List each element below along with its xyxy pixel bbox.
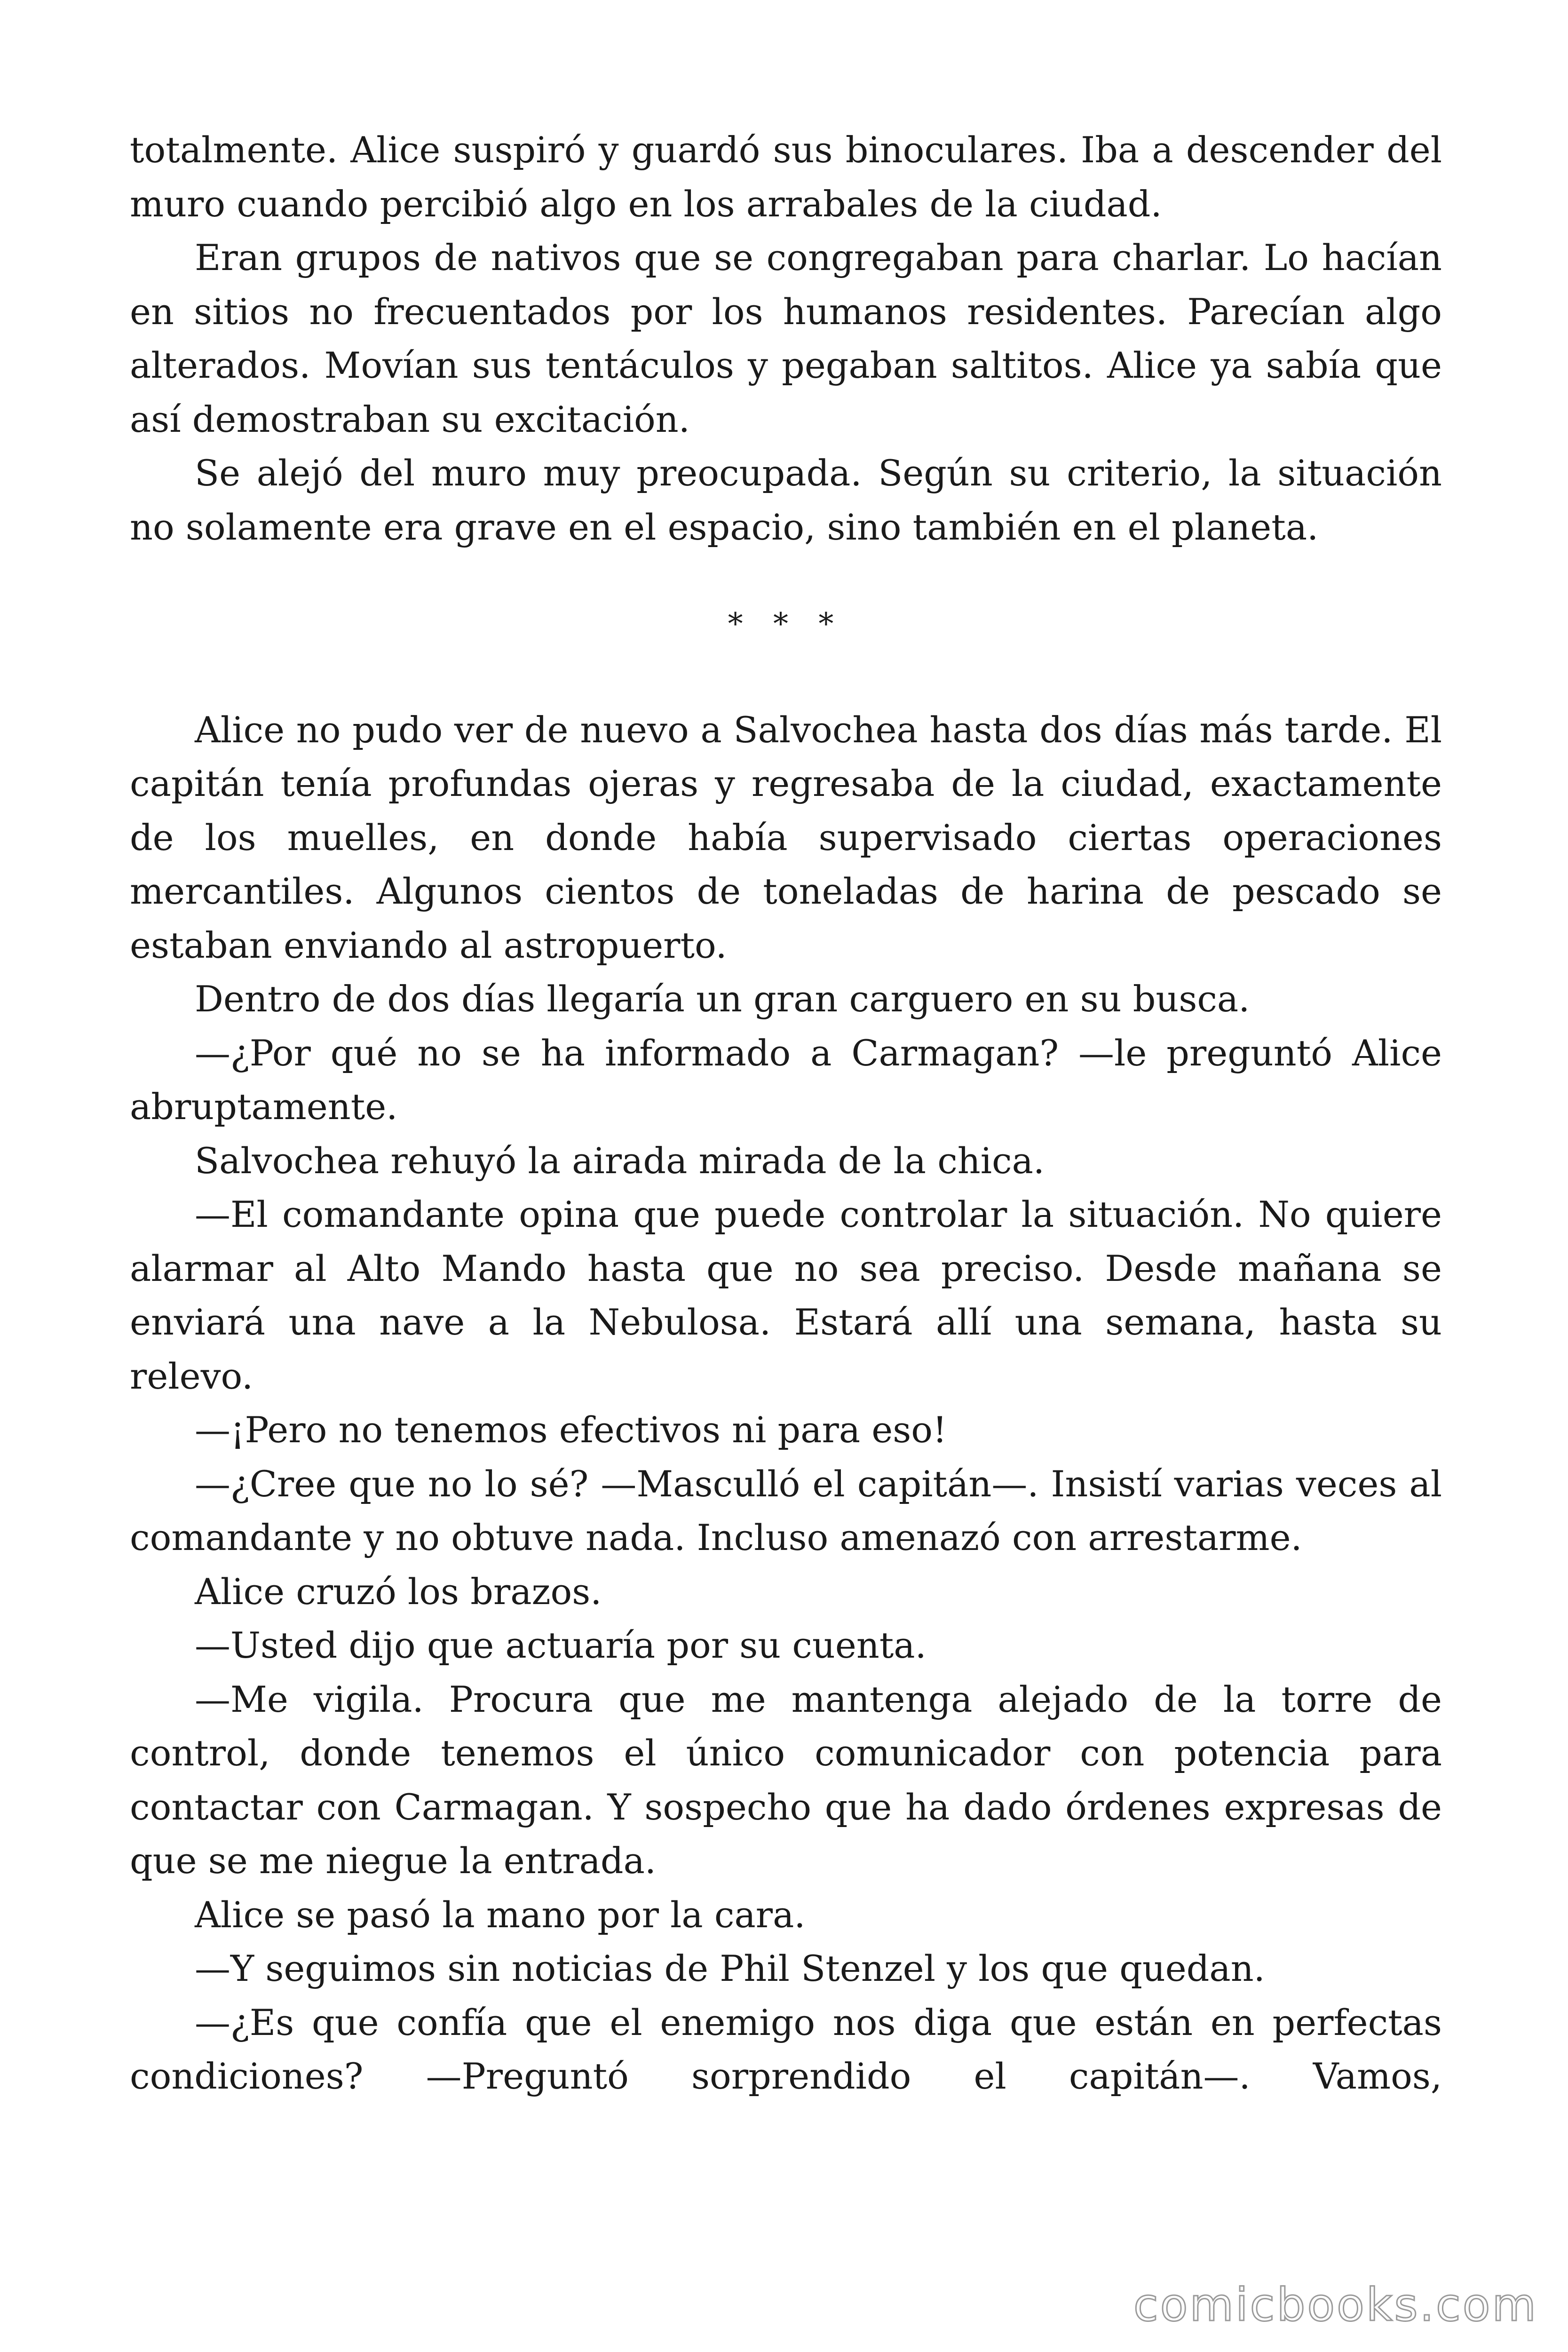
paragraph: Salvochea rehuyó la airada mirada de la chica.	[195, 1139, 1045, 1182]
paragraph: —Usted dijo que actuaría por su cuenta.	[195, 1624, 927, 1666]
watermark: comicbooks.com	[1133, 2279, 1538, 2331]
paragraph: —¡Pero no tenemos efectivos ni para eso!	[195, 1409, 947, 1451]
paragraph: —Me vigila. Procura que me mantenga alejado de la torre de control, donde tenemos el único comunicador con potencia para contactar con Carmagan. Y sospecho que ha dado órdenes expresas de que se me niegue la entrada.	[130, 1678, 1442, 1882]
paragraph: Alice se pasó la mano por la cara.	[195, 1893, 806, 1936]
paragraph: —¿Cree que no lo sé? —Masculló el capitán—. Insistí varias veces al comandante y no obtuve nada. Incluso amenazó con arrestarme.	[130, 1462, 1442, 1558]
paragraph: —Y seguimos sin noticias de Phil Stenzel y los que quedan.	[195, 1947, 1265, 1989]
paragraph: totalmente. Alice suspiró y guardó sus binoculares. Iba a descender del muro cuando percibió algo en los arrabales de la ciudad.	[130, 129, 1442, 225]
paragraph: Eran grupos de nativos que se congregaban para charlar. Lo hacían en sitios no frecuentados por los humanos residentes. Parecían algo alterados. Movían sus tentáculos y pegaban saltitos. Alice ya sabía que así demostraban su excitación.	[130, 237, 1442, 440]
paragraph: —El comandante opina que puede controlar la situación. No quiere alarmar al Alto Mando hasta que no sea preciso. Desde mañana se enviará una nave a la Nebulosa. Estará allí una semana, hasta su relevo.	[130, 1193, 1442, 1397]
book-page-text	[130, 123, 1442, 2104]
paragraph: Dentro de dos días llegaría un gran carguero en su busca.	[195, 978, 1250, 1020]
paragraph: —¿Por qué no se ha informado a Carmagan? —le preguntó Alice abruptamente.	[130, 1032, 1442, 1128]
paragraph: Se alejó del muro muy preocupada. Según su criterio, la situación no solamente era grave en el espacio, sino también en el planeta.	[130, 452, 1442, 548]
paragraph: Alice cruzó los brazos.	[195, 1570, 602, 1613]
paragraph-last: —¿Es que confía que el enemigo nos diga que están en perfectas condiciones? —Preguntó sorprendido el capitán—. Vamos,	[130, 2001, 1442, 2097]
scene-break: * * *	[728, 607, 844, 642]
paragraph: Alice no pudo ver de nuevo a Salvochea hasta dos días más tarde. El capitán tenía profundas ojeras y regresaba de la ciudad, exactamente de los muelles, en donde había supervisado ciertas operaciones mercantiles. Algunos cientos de toneladas de harina de pescado se estaban enviando al astropuerto.	[130, 708, 1442, 966]
